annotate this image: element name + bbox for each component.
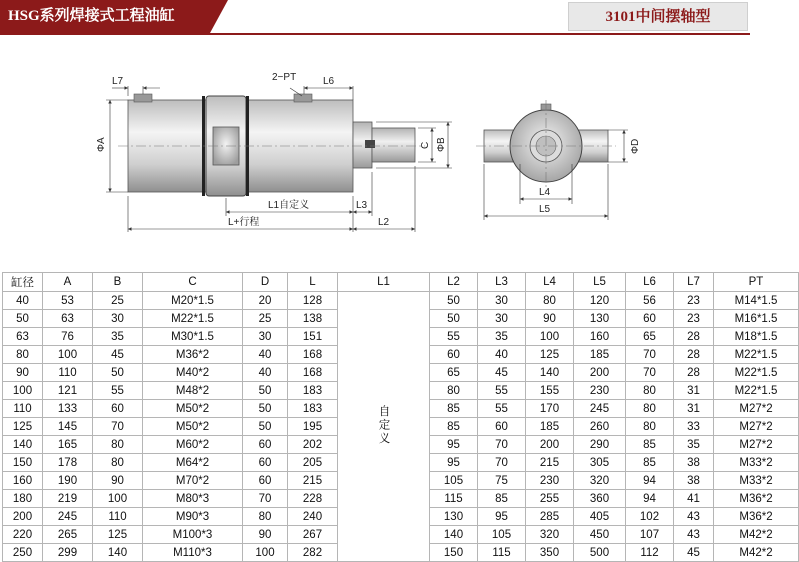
table-cell: 125 — [3, 418, 43, 436]
table-cell: 43 — [674, 508, 714, 526]
table-cell: M33*2 — [714, 454, 799, 472]
table-cell: 60 — [626, 310, 674, 328]
cylinder-side-view — [118, 94, 425, 196]
label-l-stroke: L+行程 — [228, 217, 260, 228]
table-cell: 245 — [574, 400, 626, 418]
spec-table — [2, 272, 799, 562]
table-cell: 28 — [674, 328, 714, 346]
table-cell: 50 — [430, 310, 478, 328]
table-cell: 30 — [478, 292, 526, 310]
table-cell: M22*1.5 — [714, 382, 799, 400]
table-cell: 90 — [243, 526, 288, 544]
table-cell: 202 — [288, 436, 338, 454]
table-header-row — [3, 273, 799, 292]
table-cell: 31 — [674, 382, 714, 400]
table-cell: 55 — [430, 328, 478, 346]
table-cell: M20*1.5 — [143, 292, 243, 310]
table-cell: 200 — [574, 364, 626, 382]
table-cell: 20 — [243, 292, 288, 310]
table-cell: 31 — [674, 400, 714, 418]
table-cell: 168 — [288, 364, 338, 382]
table-cell: 80 — [243, 508, 288, 526]
table-cell: 450 — [574, 526, 626, 544]
table-cell: 100 — [93, 490, 143, 508]
table-cell: M27*2 — [714, 436, 799, 454]
table-cell: 190 — [43, 472, 93, 490]
table-cell: 70 — [478, 436, 526, 454]
table-cell: 75 — [478, 472, 526, 490]
label-l6: L6 — [323, 76, 335, 87]
table-cell: 305 — [574, 454, 626, 472]
table-cell: 107 — [626, 526, 674, 544]
table-cell: 50 — [3, 310, 43, 328]
table-cell: 130 — [574, 310, 626, 328]
table-cell: 50 — [243, 418, 288, 436]
table-cell: 105 — [478, 526, 526, 544]
table-cell: 85 — [626, 436, 674, 454]
table-cell: 65 — [430, 364, 478, 382]
table-cell: 28 — [674, 364, 714, 382]
table-cell: 230 — [526, 472, 574, 490]
col-header: D — [243, 273, 288, 292]
table-cell: M16*1.5 — [714, 310, 799, 328]
table-cell: 41 — [674, 490, 714, 508]
table-cell: 40 — [478, 346, 526, 364]
cylinder-end-view — [476, 100, 616, 192]
table-cell: 102 — [626, 508, 674, 526]
table-cell: 45 — [93, 346, 143, 364]
table-cell: M22*1.5 — [714, 346, 799, 364]
page-header — [0, 0, 750, 34]
table-cell: 70 — [626, 364, 674, 382]
table-cell: 43 — [674, 526, 714, 544]
table-cell: M22*1.5 — [714, 364, 799, 382]
label-c: C — [420, 141, 431, 149]
label-pt: 2−PT — [272, 72, 297, 83]
table-cell: 60 — [478, 418, 526, 436]
label-l3: L3 — [356, 200, 368, 211]
table-cell: 95 — [430, 436, 478, 454]
table-cell: M50*2 — [143, 400, 243, 418]
table-cell: 25 — [243, 310, 288, 328]
table-cell: 50 — [243, 382, 288, 400]
table-cell: 299 — [43, 544, 93, 562]
table-cell: 230 — [574, 382, 626, 400]
label-l2: L2 — [378, 217, 390, 228]
table-cell: 95 — [430, 454, 478, 472]
table-cell: 100 — [3, 382, 43, 400]
table-cell: 180 — [3, 490, 43, 508]
table-cell: 255 — [526, 490, 574, 508]
table-cell: 38 — [674, 472, 714, 490]
table-cell: 100 — [243, 544, 288, 562]
table-cell: 100 — [526, 328, 574, 346]
table-cell: 35 — [674, 436, 714, 454]
col-header: L7 — [674, 273, 714, 292]
col-header: L3 — [478, 273, 526, 292]
table-cell: 165 — [43, 436, 93, 454]
table-cell: M70*2 — [143, 472, 243, 490]
col-header: L1 — [338, 273, 430, 292]
table-cell: 250 — [3, 544, 43, 562]
table-cell: M22*1.5 — [143, 310, 243, 328]
table-cell: 128 — [288, 292, 338, 310]
table-cell: 25 — [93, 292, 143, 310]
table-cell: 130 — [430, 508, 478, 526]
table-cell: 170 — [526, 400, 574, 418]
table-cell: 80 — [93, 436, 143, 454]
table-cell: 94 — [626, 472, 674, 490]
table-cell: M27*2 — [714, 418, 799, 436]
table-cell: 110 — [93, 508, 143, 526]
table-cell: 35 — [93, 328, 143, 346]
table-cell: M50*2 — [143, 418, 243, 436]
table-cell: 151 — [288, 328, 338, 346]
table-cell: M48*2 — [143, 382, 243, 400]
table-cell: 80 — [626, 418, 674, 436]
table-cell: 23 — [674, 292, 714, 310]
table-cell: 140 — [93, 544, 143, 562]
table-cell: 94 — [626, 490, 674, 508]
table-cell: 121 — [43, 382, 93, 400]
col-header: L4 — [526, 273, 574, 292]
table-cell: 30 — [243, 328, 288, 346]
table-cell: 160 — [3, 472, 43, 490]
table-cell: 55 — [478, 400, 526, 418]
table-cell: 228 — [288, 490, 338, 508]
series-title: HSG系列焊接式工程油缸 — [0, 0, 210, 33]
col-header: 缸径 — [3, 273, 43, 292]
table-cell: 70 — [243, 490, 288, 508]
label-phi-d: ΦD — [630, 138, 641, 154]
table-cell: 63 — [43, 310, 93, 328]
table-cell: 85 — [430, 400, 478, 418]
table-cell: 150 — [3, 454, 43, 472]
table-cell: 53 — [43, 292, 93, 310]
table-cell: M42*2 — [714, 544, 799, 562]
l1-merged-cell — [338, 292, 430, 562]
table-cell: M90*3 — [143, 508, 243, 526]
table-cell: 133 — [43, 400, 93, 418]
table-cell: 100 — [43, 346, 93, 364]
table-cell: 110 — [43, 364, 93, 382]
table-cell: 110 — [3, 400, 43, 418]
label-l5: L5 — [539, 204, 551, 215]
table-cell: 160 — [574, 328, 626, 346]
table-cell: 63 — [3, 328, 43, 346]
table-cell: M80*3 — [143, 490, 243, 508]
table-cell: 65 — [626, 328, 674, 346]
col-header: A — [43, 273, 93, 292]
table-cell: 115 — [430, 490, 478, 508]
table-cell: 80 — [626, 382, 674, 400]
table-cell: M36*2 — [714, 490, 799, 508]
table-cell: M33*2 — [714, 472, 799, 490]
label-l1: L1自定义 — [268, 200, 310, 211]
table-cell: M18*1.5 — [714, 328, 799, 346]
table-cell: 80 — [526, 292, 574, 310]
table-cell: 405 — [574, 508, 626, 526]
table-cell: 45 — [674, 544, 714, 562]
label-phi-b: ΦB — [436, 137, 447, 152]
technical-drawing — [0, 36, 750, 272]
table-cell: 285 — [526, 508, 574, 526]
table-cell: 80 — [626, 400, 674, 418]
header-rule — [0, 33, 750, 35]
table-cell: 55 — [478, 382, 526, 400]
table-cell: 245 — [43, 508, 93, 526]
col-header: B — [93, 273, 143, 292]
model-title: 3101中间摆轴型 — [568, 2, 748, 31]
table-cell: 240 — [288, 508, 338, 526]
table-cell: 125 — [526, 346, 574, 364]
table-cell: 40 — [3, 292, 43, 310]
table-cell: 105 — [430, 472, 478, 490]
table-cell: 33 — [674, 418, 714, 436]
table-cell: 50 — [430, 292, 478, 310]
col-header: L6 — [626, 273, 674, 292]
table-cell: 215 — [526, 454, 574, 472]
col-header: L2 — [430, 273, 478, 292]
table-cell: 205 — [288, 454, 338, 472]
table-cell: 60 — [243, 454, 288, 472]
col-header: C — [143, 273, 243, 292]
table-cell: 60 — [430, 346, 478, 364]
table-cell: 155 — [526, 382, 574, 400]
table-cell: 38 — [674, 454, 714, 472]
table-cell: M36*2 — [714, 508, 799, 526]
table-cell: 200 — [3, 508, 43, 526]
table-cell: 267 — [288, 526, 338, 544]
table-cell: 125 — [93, 526, 143, 544]
label-l7: L7 — [112, 76, 124, 87]
table-cell: 140 — [430, 526, 478, 544]
table-cell: 138 — [288, 310, 338, 328]
table-cell: 40 — [243, 346, 288, 364]
table-cell: 70 — [93, 418, 143, 436]
table-row — [3, 292, 799, 310]
table-cell: 115 — [478, 544, 526, 562]
table-cell: 215 — [288, 472, 338, 490]
col-header: L — [288, 273, 338, 292]
table-cell: 183 — [288, 382, 338, 400]
col-header: PT — [714, 273, 799, 292]
table-cell: 90 — [3, 364, 43, 382]
table-cell: 85 — [626, 454, 674, 472]
table-cell: 220 — [3, 526, 43, 544]
table-cell: M14*1.5 — [714, 292, 799, 310]
table-cell: M40*2 — [143, 364, 243, 382]
label-l4: L4 — [539, 187, 551, 198]
table-cell: 168 — [288, 346, 338, 364]
table-cell: 350 — [526, 544, 574, 562]
table-cell: 60 — [93, 400, 143, 418]
table-cell: 45 — [478, 364, 526, 382]
table-cell: 282 — [288, 544, 338, 562]
table-cell: 140 — [526, 364, 574, 382]
table-cell: M110*3 — [143, 544, 243, 562]
table-cell: 178 — [43, 454, 93, 472]
col-header: L5 — [574, 273, 626, 292]
table-cell: M30*1.5 — [143, 328, 243, 346]
table-cell: 85 — [430, 418, 478, 436]
table-cell: 80 — [93, 454, 143, 472]
table-cell: 290 — [574, 436, 626, 454]
label-phi-a: ΦA — [96, 137, 107, 152]
table-cell: 112 — [626, 544, 674, 562]
table-cell: 185 — [526, 418, 574, 436]
table-cell: 95 — [478, 508, 526, 526]
table-cell: 56 — [626, 292, 674, 310]
table-cell: M100*3 — [143, 526, 243, 544]
table-cell: 260 — [574, 418, 626, 436]
table-cell: 50 — [93, 364, 143, 382]
table-cell: M64*2 — [143, 454, 243, 472]
l1-custom-text: 自定义 — [377, 404, 390, 446]
table-cell: 40 — [243, 364, 288, 382]
table-cell: 70 — [626, 346, 674, 364]
table-cell: 150 — [430, 544, 478, 562]
table-cell: 195 — [288, 418, 338, 436]
table-cell: 320 — [526, 526, 574, 544]
table-cell: 30 — [478, 310, 526, 328]
table-body — [3, 292, 799, 562]
table-cell: 55 — [93, 382, 143, 400]
table-cell: 23 — [674, 310, 714, 328]
table-cell: 90 — [93, 472, 143, 490]
table-cell: M27*2 — [714, 400, 799, 418]
table-cell: 60 — [243, 472, 288, 490]
table-cell: 28 — [674, 346, 714, 364]
table-cell: 185 — [574, 346, 626, 364]
table-cell: 265 — [43, 526, 93, 544]
table-cell: 90 — [526, 310, 574, 328]
table-cell: 200 — [526, 436, 574, 454]
table-cell: 140 — [3, 436, 43, 454]
table-cell: 500 — [574, 544, 626, 562]
table-cell: 70 — [478, 454, 526, 472]
table-cell: 60 — [243, 436, 288, 454]
table-cell: 219 — [43, 490, 93, 508]
table-cell: 183 — [288, 400, 338, 418]
table-cell: 120 — [574, 292, 626, 310]
table-cell: 145 — [43, 418, 93, 436]
table-cell: 360 — [574, 490, 626, 508]
table-cell: 80 — [3, 346, 43, 364]
table-cell: 50 — [243, 400, 288, 418]
table-cell: M36*2 — [143, 346, 243, 364]
table-cell: M60*2 — [143, 436, 243, 454]
table-cell: 35 — [478, 328, 526, 346]
table-cell: 85 — [478, 490, 526, 508]
table-cell: M42*2 — [714, 526, 799, 544]
table-cell: 76 — [43, 328, 93, 346]
table-cell: 320 — [574, 472, 626, 490]
table-cell: 80 — [430, 382, 478, 400]
table-cell: 30 — [93, 310, 143, 328]
